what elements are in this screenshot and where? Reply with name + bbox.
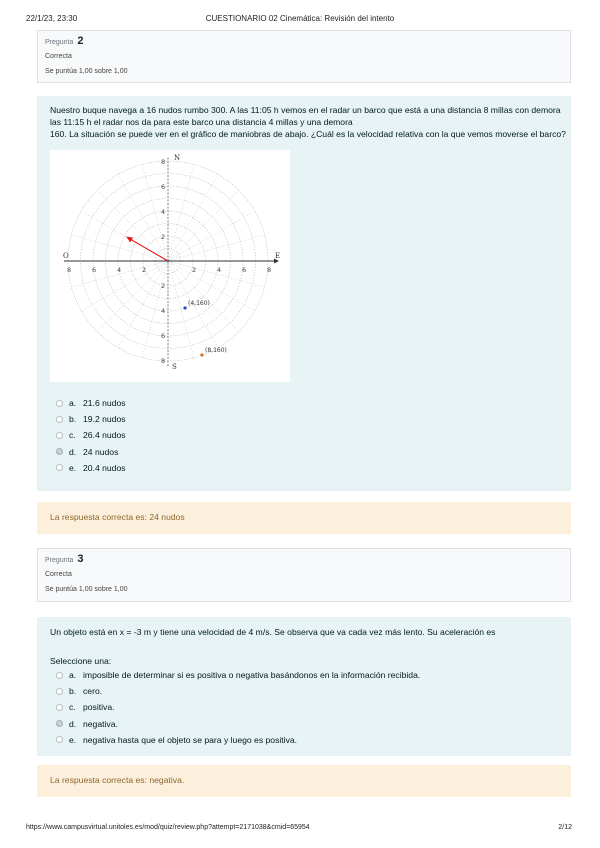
question-3-content	[37, 617, 571, 756]
option-text: positiva.	[83, 702, 115, 713]
radio-button[interactable]	[56, 400, 63, 407]
tick-label: 8	[161, 158, 166, 166]
question-label: Pregunta	[45, 39, 74, 46]
answer-option-b[interactable]	[50, 411, 571, 427]
question-3-feedback: La respuesta correcta es: negativa.	[37, 765, 571, 797]
west-label: O	[63, 252, 69, 260]
question-text-line: 160. La situación se puede ver en el gráfico de maniobras de abajo. ¿Cuál es la velocidad relativa con la que vemos moverse el barco?	[50, 129, 566, 139]
question-grade: Se puntúa 1,00 sobre 1,00	[45, 68, 128, 75]
question-2-info	[37, 30, 571, 83]
option-text: 26.4 nudos	[83, 430, 126, 441]
question-2-options	[50, 395, 571, 476]
answer-option-e[interactable]	[50, 460, 571, 476]
print-header	[0, 14, 600, 26]
option-text: negativa.	[83, 718, 118, 729]
question-state: Correcta	[45, 53, 72, 60]
radar-point-1-label: (4,160)	[188, 300, 210, 307]
select-one-prompt: Seleccione una:	[50, 656, 112, 666]
answer-option-b[interactable]	[50, 683, 571, 699]
option-letter: b.	[69, 686, 77, 697]
option-letter: e.	[69, 462, 77, 473]
tick-label: 6	[161, 332, 166, 340]
answer-option-d[interactable]	[50, 444, 571, 460]
option-letter: d.	[69, 718, 77, 729]
answer-option-c[interactable]	[50, 427, 571, 443]
question-3-info	[37, 548, 571, 602]
question-2-feedback: La respuesta correcta es: 24 nudos	[37, 502, 571, 534]
tick-label: 4	[161, 208, 166, 216]
answer-option-d[interactable]	[50, 716, 571, 732]
radio-button[interactable]	[56, 672, 63, 679]
maneuver-plot	[50, 150, 290, 382]
radio-button[interactable]	[56, 736, 63, 743]
question-text-line: las 11:15 h el radar nos da para este barco una distancia 4 millas y una demora	[50, 117, 353, 127]
question-label: Pregunta	[45, 557, 74, 564]
tick-label: 6	[161, 183, 166, 191]
option-letter: b.	[69, 414, 77, 425]
page-number: 2/12	[558, 824, 572, 831]
option-letter: c.	[69, 430, 76, 441]
print-date: 22/1/23, 23:30	[26, 14, 78, 23]
option-letter: c.	[69, 702, 76, 713]
question-3-number-line	[45, 554, 563, 566]
option-text: 24 nudos	[83, 446, 119, 457]
tick-label: 2	[192, 266, 197, 274]
own-ship-vector-arrowhead	[126, 237, 133, 243]
radio-button[interactable]	[56, 704, 63, 711]
option-text: 19.2 nudos	[83, 414, 126, 425]
option-text: negativa hasta que el objeto se para y luego es positiva.	[83, 734, 298, 745]
question-2-text	[50, 104, 571, 140]
tick-label: 8	[161, 357, 166, 365]
tick-label: 2	[142, 266, 147, 274]
option-text: cero.	[83, 686, 103, 697]
option-letter: e.	[69, 734, 77, 745]
tick-label: 4	[117, 266, 122, 274]
option-letter: a.	[69, 670, 77, 681]
print-title: CUESTIONARIO 02 Cinemática: Revisión del intento	[205, 14, 395, 23]
question-number: 2	[77, 35, 84, 47]
radio-button[interactable]	[56, 464, 63, 471]
question-number: 3	[77, 553, 84, 565]
answer-option-a[interactable]	[50, 395, 571, 411]
maneuver-plot-svg	[50, 150, 290, 382]
tick-label: 4	[161, 307, 166, 315]
question-2-number-line	[45, 36, 563, 48]
question-3-options	[50, 667, 571, 748]
radar-point-2	[200, 353, 203, 356]
south-label: S	[172, 363, 177, 371]
question-2-content	[37, 96, 571, 491]
answer-option-c[interactable]	[50, 699, 571, 715]
north-label: N	[174, 154, 181, 162]
question-3-text: Un objeto está en x = -3 m y tiene una velocidad de 4 m/s. Se observa que va cada vez más lento. Su aceleración es	[50, 627, 496, 637]
option-letter: a.	[69, 398, 77, 409]
question-state: Correcta	[45, 571, 72, 578]
radar-point-1	[183, 306, 186, 309]
tick-label: 2	[161, 233, 166, 241]
page-url: https://www.campusvirtual.unitoles.es/mod/quiz/review.php?attempt=2171038&cmid=65954	[26, 824, 310, 831]
radio-button-selected[interactable]	[56, 448, 63, 455]
east-label: E	[275, 252, 281, 260]
option-text: imposible de determinar si es positiva o negativa basándonos en la información recibida.	[83, 670, 421, 681]
option-letter: d.	[69, 446, 77, 457]
question-grade: Se puntúa 1,00 sobre 1,00	[45, 586, 128, 593]
radio-button[interactable]	[56, 688, 63, 695]
tick-label: 6	[242, 266, 247, 274]
answer-option-e[interactable]	[50, 732, 571, 748]
option-text: 20.4 nudos	[83, 462, 126, 473]
option-text: 21.6 nudos	[83, 398, 126, 409]
radio-button[interactable]	[56, 432, 63, 439]
tick-label: 4	[217, 266, 222, 274]
question-text-line: Nuestro buque navega a 16 nudos rumbo 300. A las 11:05 h vemos en el radar un barco que está a una distancia 8 millas con demora	[50, 105, 561, 115]
tick-label: 8	[267, 266, 272, 274]
tick-label: 8	[67, 266, 72, 274]
radar-point-2-label: (8,160)	[205, 347, 227, 354]
tick-label: 2	[161, 282, 166, 290]
radio-button-selected[interactable]	[56, 720, 63, 727]
radio-button[interactable]	[56, 416, 63, 423]
tick-label: 6	[92, 266, 97, 274]
answer-option-a[interactable]	[50, 667, 571, 683]
